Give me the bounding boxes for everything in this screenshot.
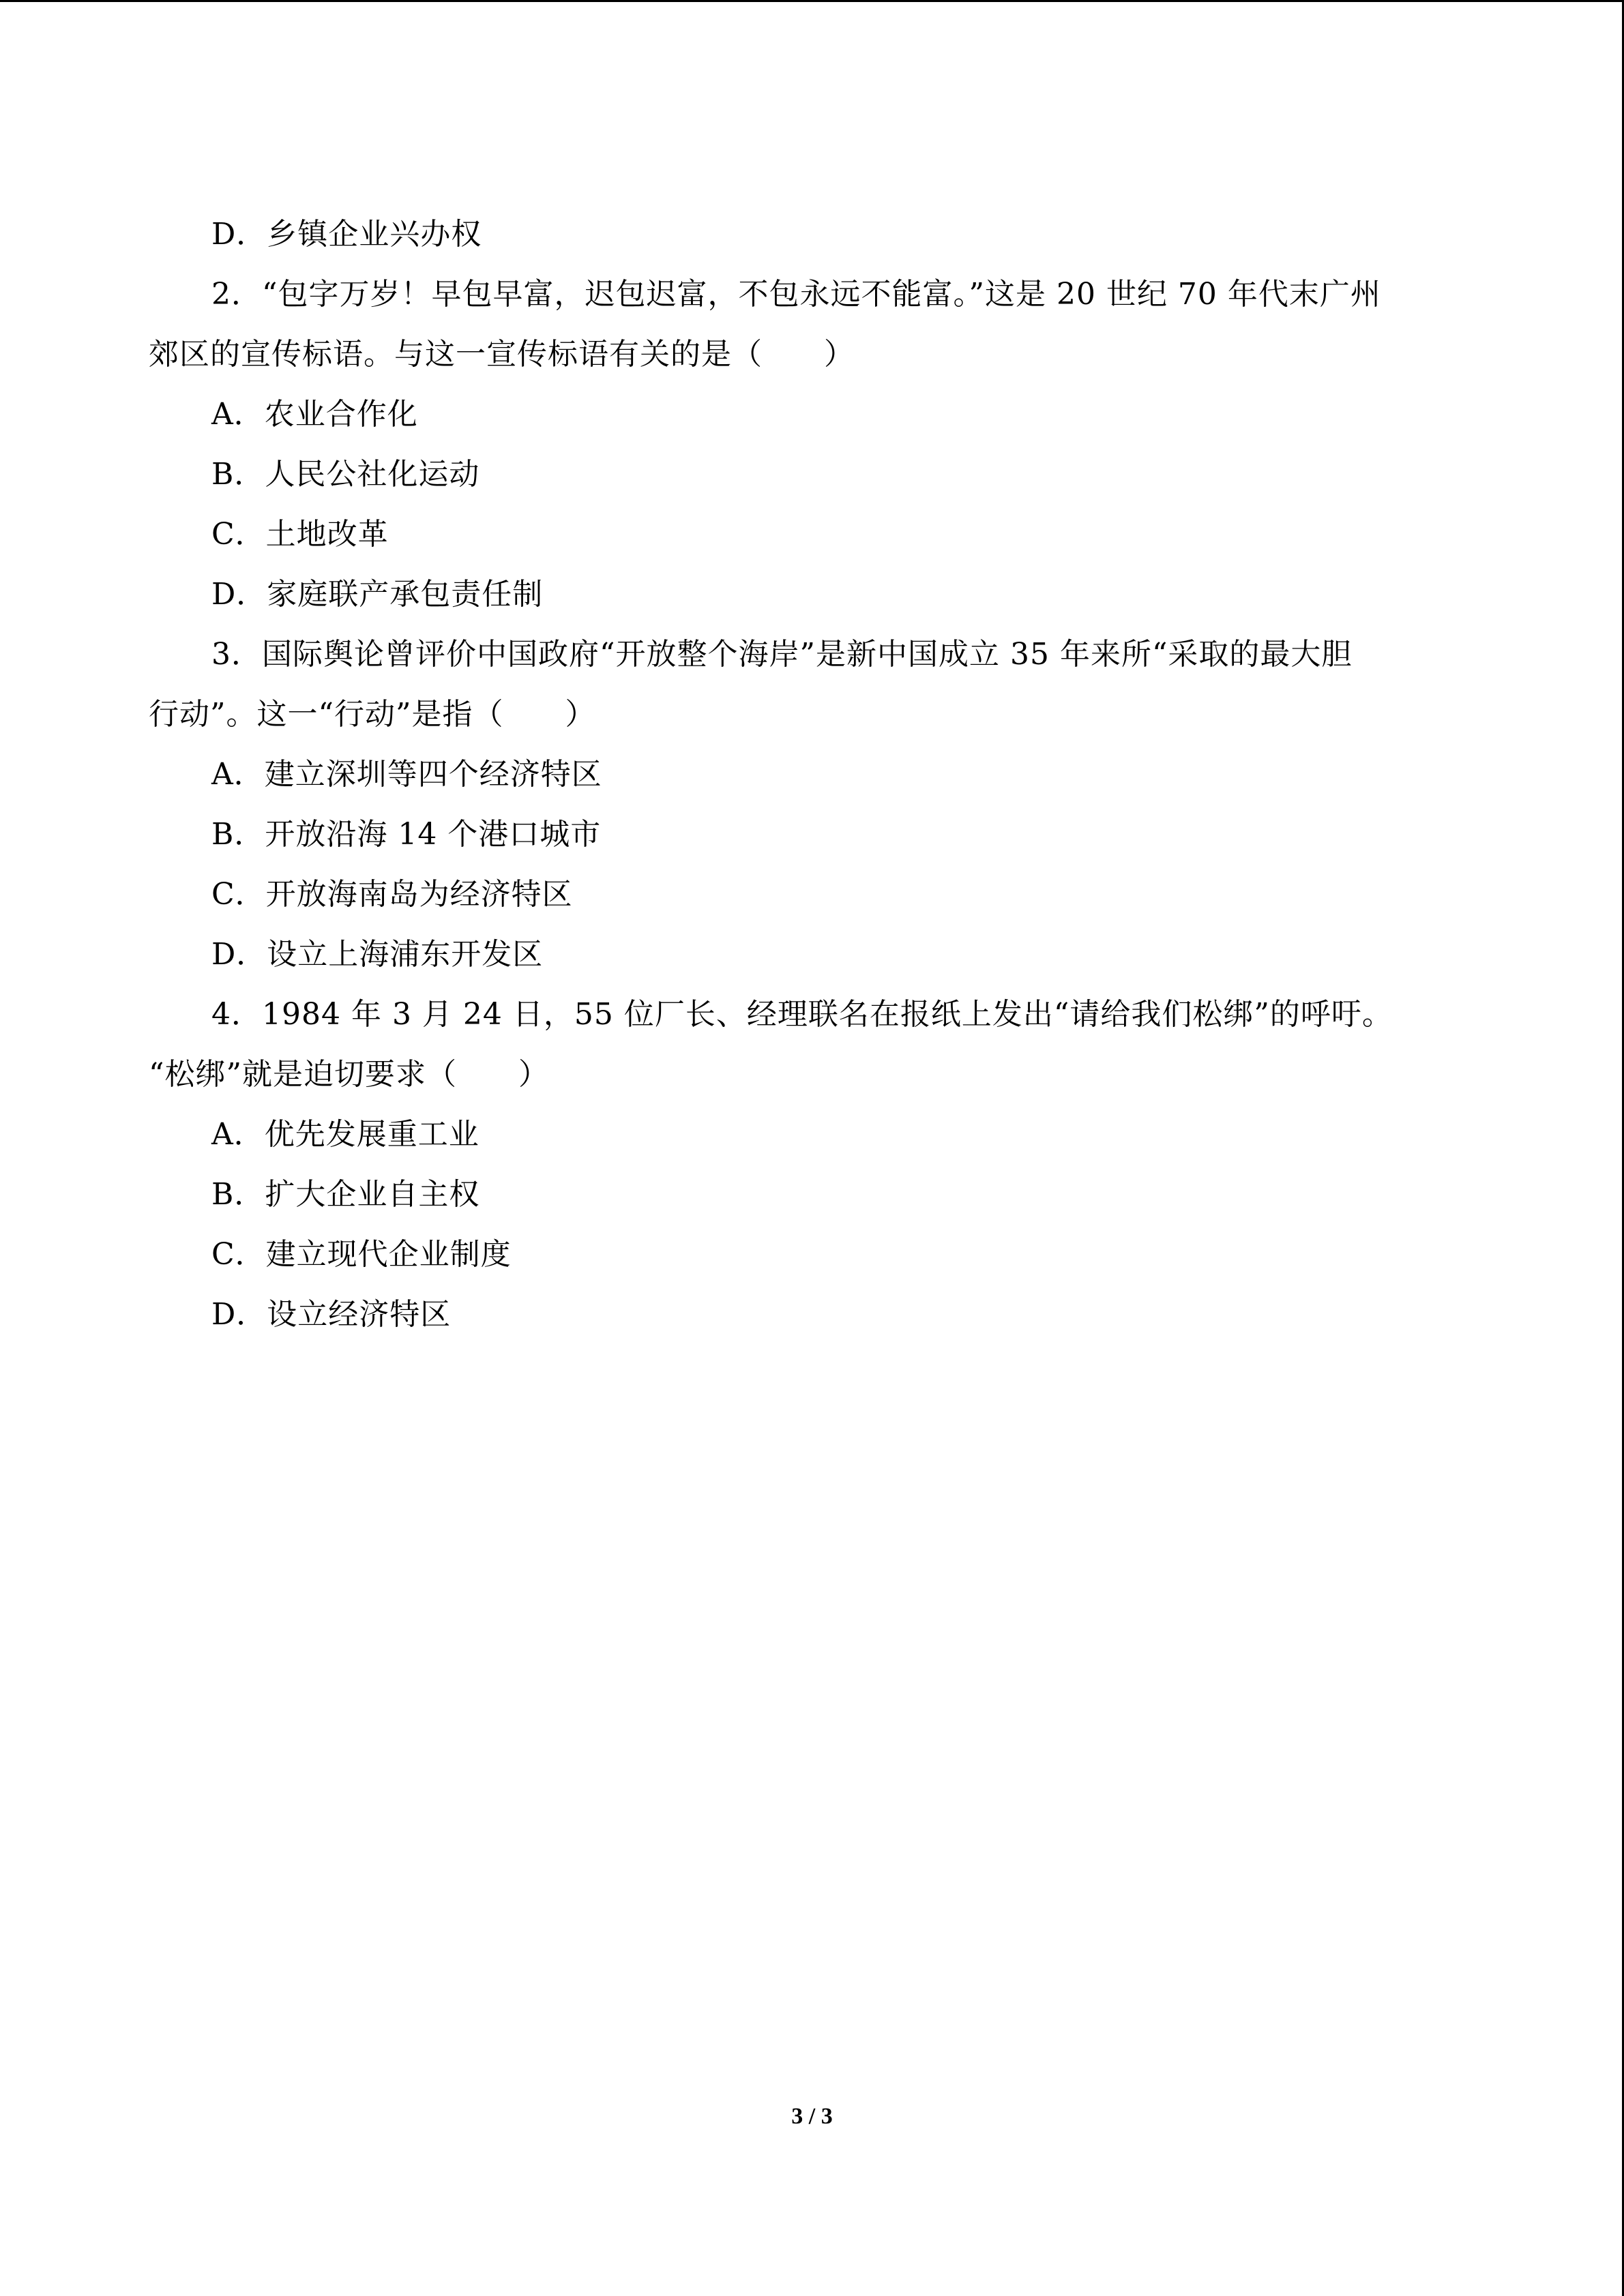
q3-option-b: B．开放沿海 14 个港口城市 (211, 817, 602, 852)
q4-option-c: C．建立现代企业制度 (211, 1237, 512, 1272)
q4-stem-line1: 4．1984 年 3 月 24 日，55 位厂长、经理联名在报纸上发出“请给我们松绑”的呼吁。 (211, 997, 1393, 1032)
page-border-top (0, 0, 1624, 2)
q4-option-b: B．扩大企业自主权 (211, 1177, 480, 1212)
q2-option-a: A．农业合作化 (211, 397, 418, 432)
q2-option-b: B．人民公社化运动 (211, 457, 480, 492)
q4-option-a: A．优先发展重工业 (211, 1117, 479, 1152)
q2-stem-line1: 2．“包字万岁！早包早富，迟包迟富，不包永远不能富。”这是 20 世纪 70 年代末广州 (211, 277, 1381, 312)
q3-stem-line1: 3．国际舆论曾评价中国政府“开放整个海岸”是新中国成立 35 年来所“采取的最大胆 (211, 637, 1353, 672)
q4-stem-line2: “松绑”就是迫切要求（ ） (149, 1057, 549, 1092)
q2-option-d: D．家庭联产承包责任制 (211, 577, 544, 612)
q3-option-c: C．开放海南岛为经济特区 (211, 877, 573, 912)
q3-option-a: A．建立深圳等四个经济特区 (211, 757, 602, 792)
q2-option-c: C．土地改革 (211, 517, 389, 552)
document-body (149, 205, 1486, 1345)
q4-option-d: D．设立经济特区 (211, 1297, 452, 1332)
q3-stem-line2: 行动”。这一“行动”是指（ ） (149, 697, 596, 732)
q3-option-d: D．设立上海浦东开发区 (211, 937, 544, 972)
q2-stem-line2: 郊区的宣传标语。与这一宣传标语有关的是（ ） (149, 337, 855, 372)
q1-option-d: D．乡镇企业兴办权 (211, 217, 482, 252)
page-number: 3 / 3 (791, 2104, 833, 2129)
